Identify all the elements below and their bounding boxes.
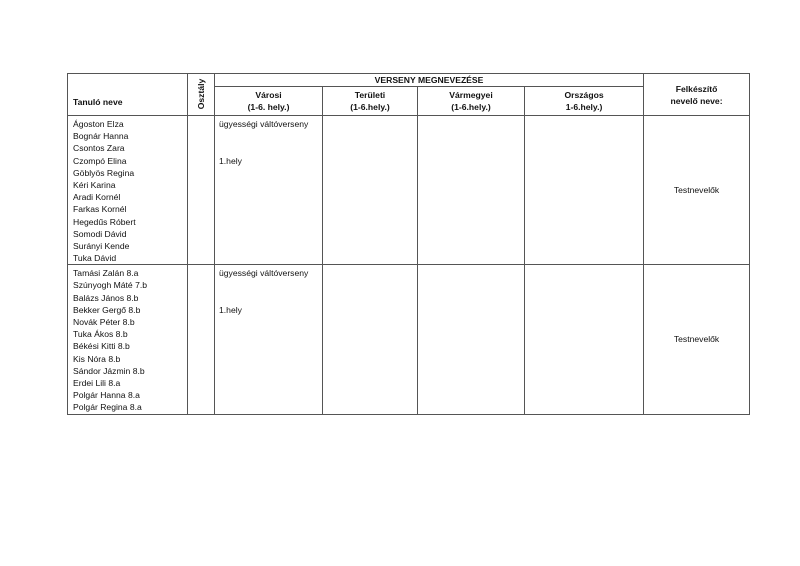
student-name: Czompó Elina <box>73 155 127 166</box>
group-row-2 <box>68 265 750 414</box>
student-name: Tamási Zalán 8.a <box>73 268 139 279</box>
header-teacher-line2: nevelő neve: <box>670 95 723 106</box>
student-name: Balázs János 8.b <box>73 292 139 303</box>
student-name: Tuka Dávid <box>73 253 117 264</box>
student-name: Ágoston Elza <box>73 119 124 129</box>
header-student-name: Tanuló neve <box>68 74 188 116</box>
county-level-cell <box>418 265 525 414</box>
student-name: Sándor Jázmin 8.b <box>73 365 145 376</box>
level-range: 1-6.hely.) <box>565 102 603 112</box>
level-range: (1-6.hely.) <box>350 102 390 112</box>
student-list <box>68 265 188 414</box>
student-name: Surányi Kende <box>73 240 130 251</box>
student-name: Farkas Kornél <box>73 204 127 215</box>
header-teacher <box>644 74 750 116</box>
competition-table <box>67 73 750 415</box>
header-level-regional <box>323 87 418 116</box>
level-name: Városi <box>255 90 282 100</box>
student-name: Csontos Zara <box>73 143 125 154</box>
level-name: Területi <box>354 90 386 100</box>
student-name: Tuka Ákos 8.b <box>73 329 128 340</box>
header-teacher-line1: Felkészítő <box>675 83 718 94</box>
student-name: Szúnyogh Máté 7.b <box>73 280 148 291</box>
national-level-cell <box>525 265 644 414</box>
header-level-county <box>418 87 525 116</box>
student-name: Kis Nóra 8.b <box>73 353 121 364</box>
teacher-cell: Testnevelők <box>644 116 750 265</box>
student-name: Békési Kitti 8.b <box>73 341 130 352</box>
student-name: Erdei Lili 8.a <box>73 377 121 388</box>
class-cell <box>188 265 215 414</box>
national-level-cell <box>525 116 644 265</box>
header-class-label: Osztály <box>196 78 206 110</box>
level-range: (1-6.hely.) <box>451 102 491 112</box>
header-level-national <box>525 87 644 116</box>
student-name: Bekker Gergő 8.b <box>73 304 141 315</box>
regional-level-cell <box>323 265 418 414</box>
level-name: Vármegyei <box>449 90 493 100</box>
city-level-cell <box>215 265 323 414</box>
class-cell <box>188 116 215 265</box>
student-name: Somodi Dávid <box>73 228 127 239</box>
header-level-city <box>215 87 323 116</box>
competition-name: ügyességi váltóverseny <box>219 119 309 129</box>
student-name: Hegedűs Róbert <box>73 216 136 227</box>
student-name: Aradi Kornél <box>73 192 121 203</box>
placement: 1.hely <box>219 155 242 166</box>
student-name: Polgár Hanna 8.a <box>73 390 140 401</box>
group-row-1 <box>68 116 750 265</box>
level-range: (1-6. hely.) <box>247 102 290 112</box>
competition-name: ügyességi váltóverseny <box>219 268 309 279</box>
teacher-cell: Testnevelők <box>644 265 750 414</box>
student-name: Polgár Regina 8.a <box>73 402 142 413</box>
student-name: Novák Péter 8.b <box>73 317 135 327</box>
placement: 1.hely <box>219 304 242 315</box>
level-name: Országos <box>564 90 604 100</box>
header-class <box>188 74 215 116</box>
county-level-cell <box>418 116 525 265</box>
student-name: Kéri Karina <box>73 179 116 190</box>
regional-level-cell <box>323 116 418 265</box>
student-name: Göblyös Regina <box>73 167 135 178</box>
header-competition-title: VERSENY MEGNEVEZÉSE <box>215 74 644 87</box>
student-name: Bognár Hanna <box>73 131 129 142</box>
student-list <box>68 116 188 265</box>
city-level-cell <box>215 116 323 265</box>
